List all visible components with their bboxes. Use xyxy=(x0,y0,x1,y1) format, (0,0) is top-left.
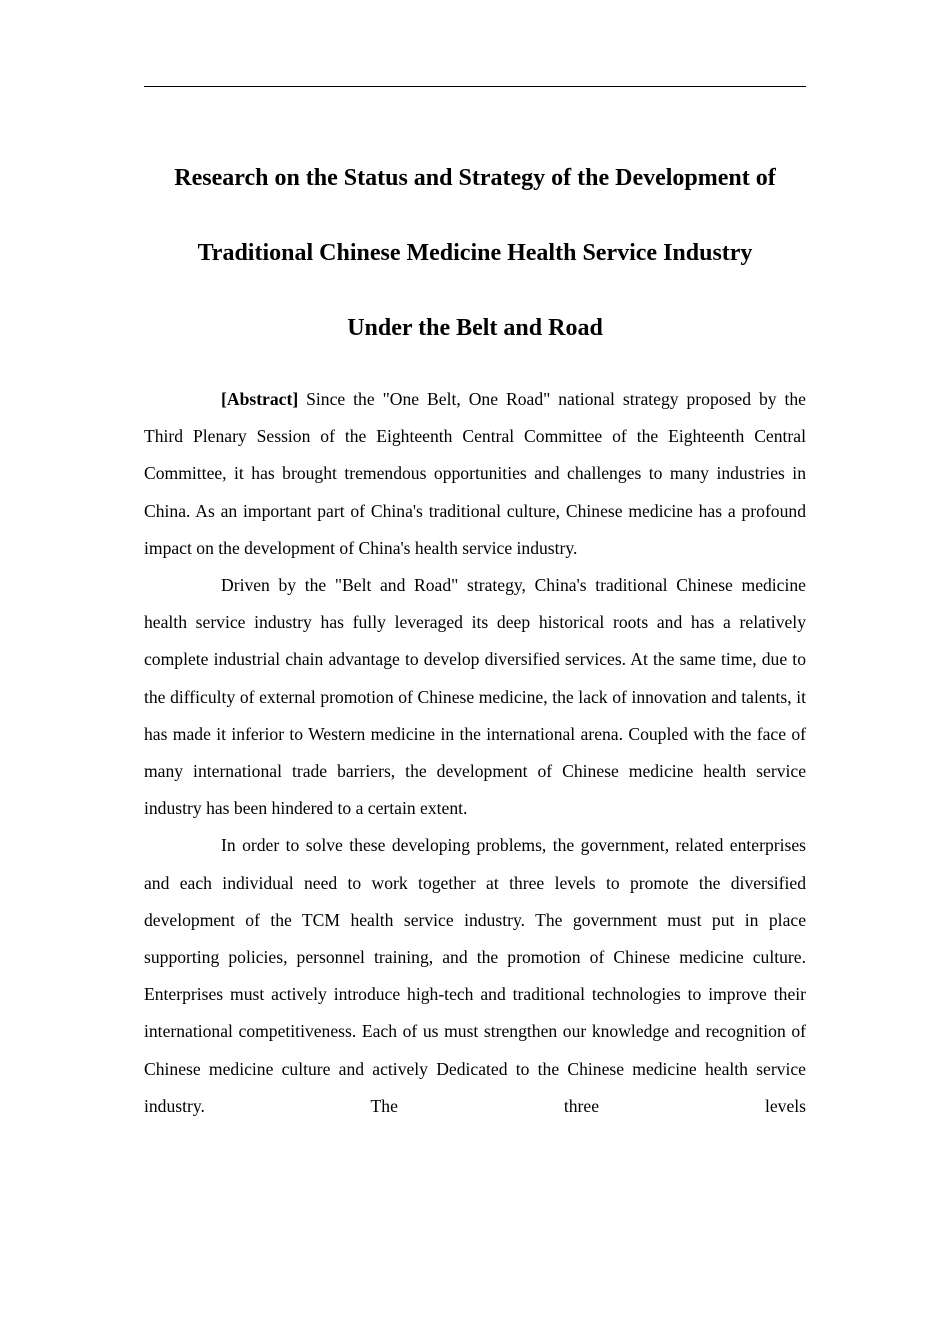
body-paragraph: In order to solve these developing problems, the government, related enterprises and each individual need to work together at three levels to promote the diversified development of the TCM health service industry. The government must put in place supporting policies, personnel training, and the promotion of Chinese medicine culture. Enterprises must actively introduce high-tech and traditional technologies to improve their international competitiveness. Each of us must strengthen our knowledge and recognition of Chinese medicine culture and actively Dedicated to the Chinese medicine health service industry. The three levels xyxy=(144,835,806,1116)
paragraph-text: Since the "One Belt, One Road" national strategy proposed by the Third Plenary Session of the Eighteenth Central Committee of the Eighteenth Central Committee, it has brought tremendous opportunities and challenges to many industries in China. As an important part of China's traditional culture, Chinese medicine has a profound impact on the development of China's health service industry. xyxy=(144,389,806,558)
title-line: Research on the Status and Strategy of the Development of xyxy=(174,165,776,191)
title-line: Traditional Chinese Medicine Health Service Industry xyxy=(197,240,753,266)
body-paragraph: Driven by the "Belt and Road" strategy, China's traditional Chinese medicine health service industry has fully leveraged its deep historical roots and has a relatively complete industrial chain advantage to develop diversified services. At the same time, due to the difficulty of external promotion of Chinese medicine, the lack of innovation and talents, it has made it inferior to Western medicine in the international arena. Coupled with the face of many international trade barriers, the development of Chinese medicine health service industry has been hindered to a certain extent. xyxy=(144,575,806,819)
document-title xyxy=(144,141,806,366)
header-rule xyxy=(144,86,806,87)
title-line: Under the Belt and Road xyxy=(347,315,603,341)
abstract-label: [Abstract] xyxy=(221,389,299,409)
abstract-body xyxy=(144,381,806,1125)
abstract-paragraph xyxy=(144,381,806,567)
